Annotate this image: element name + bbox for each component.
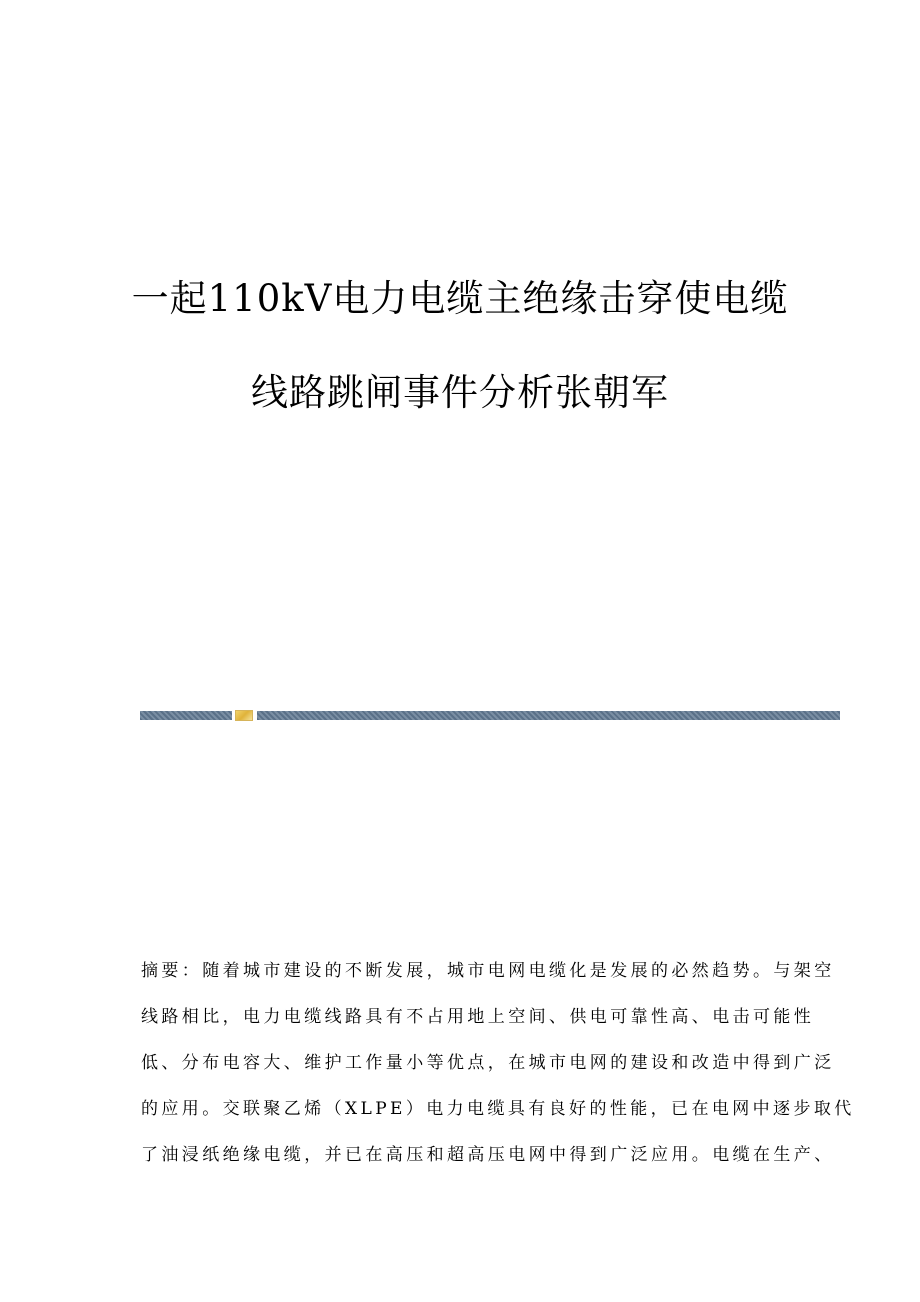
divider-ornament-icon (235, 710, 253, 721)
abstract-line: 线路相比，电力电缆线路具有不占用地上空间、供电可靠性高、电击可能性 (141, 1007, 815, 1027)
abstract-line: 摘要：随着城市建设的不断发展，城市电网电缆化是发展的必然趋势。与架空 (141, 961, 835, 981)
document-title-line-2: 线路跳闸事件分析张朝军 (251, 371, 669, 414)
title-divider-right (257, 711, 840, 720)
title-divider-left (140, 711, 232, 720)
abstract-line: 的应用。交联聚乙烯（XLPE）电力电缆具有良好的性能，已在电网中逐步取代 (141, 1099, 855, 1119)
abstract-line: 低、分布电容大、维护工作量小等优点，在城市电网的建设和改造中得到广泛 (141, 1053, 835, 1073)
abstract-line: 了油浸纸绝缘电缆，并已在高压和超高压电网中得到广泛应用。电缆在生产、 (141, 1145, 835, 1165)
document-title-line-1: 一起110kV电力电缆主绝缘击穿使电缆 (131, 277, 789, 320)
